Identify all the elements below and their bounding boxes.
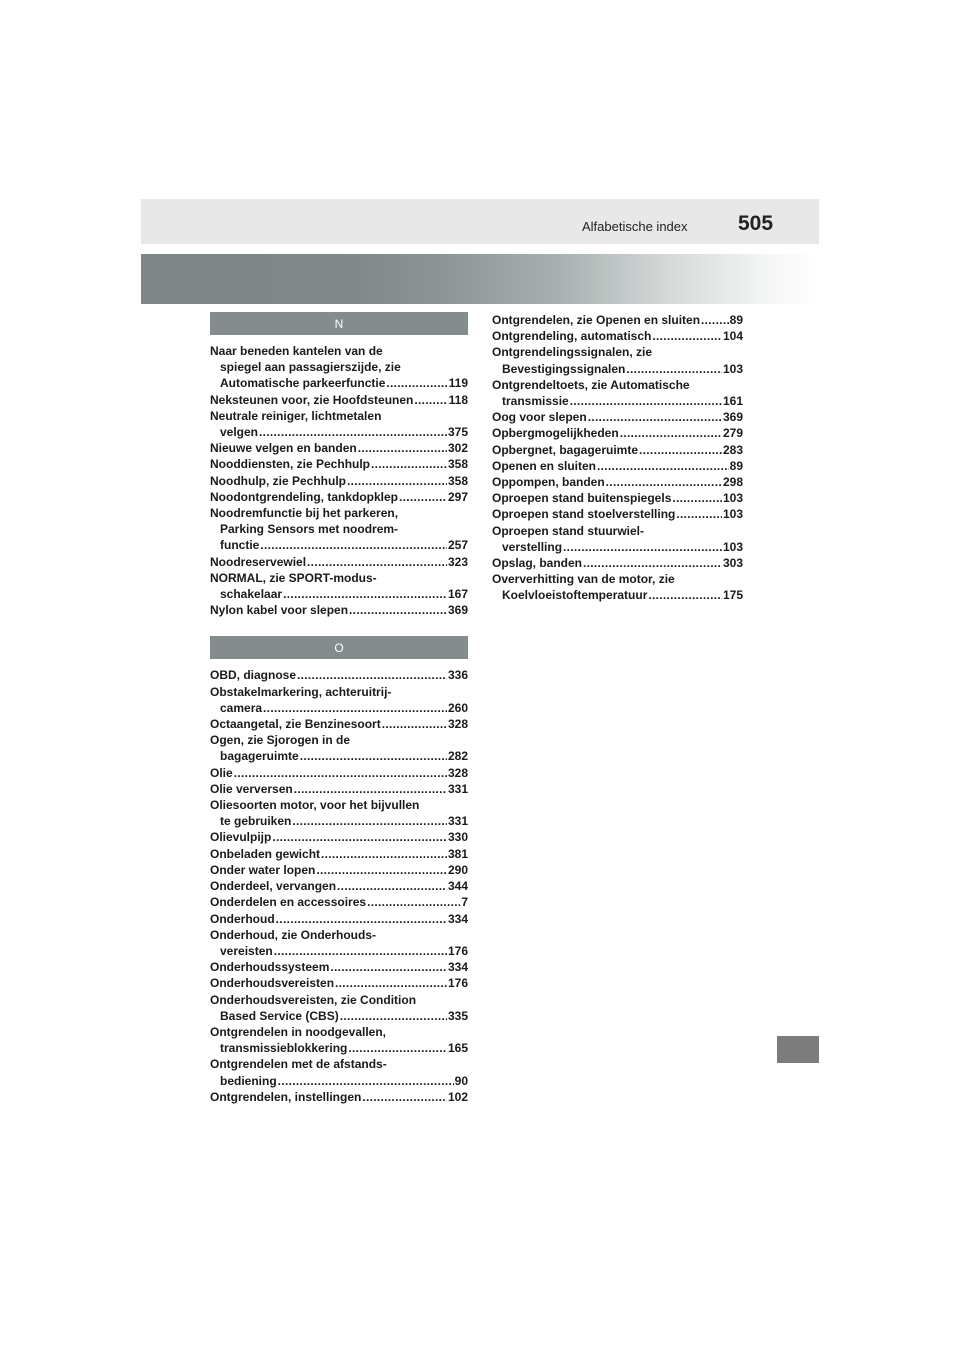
index-column-left [210,312,468,1105]
index-entry-text: bediening [220,1073,277,1088]
index-entry-line [492,442,743,458]
index-entry [492,425,743,441]
dot-leader [307,554,447,570]
dot-leader [652,328,722,344]
dot-leader [349,602,447,618]
dot-leader [274,943,447,959]
index-entry-line [492,458,743,474]
index-entry-line [210,667,468,683]
index-page-ref: 176 [447,943,468,958]
index-entry-text: Ontgrendeltoets, zie Automatische [492,377,690,392]
index-entry-line [492,555,743,571]
index-page-ref: 298 [722,475,743,490]
index-entry [210,992,468,1024]
index-page-ref: 283 [722,442,743,457]
index-page-ref: 334 [447,911,468,926]
index-page-ref: 328 [447,717,468,732]
index-page-ref: 103 [722,539,743,554]
index-page-ref: 323 [447,554,468,569]
index-entry [210,732,468,764]
index-list-o [210,667,468,1104]
index-entry [210,1089,468,1105]
dot-leader [278,1073,454,1089]
index-page-ref: 335 [447,1008,468,1023]
index-entry-text: transmissie [502,394,569,409]
index-entry-text: Nylon kabel voor slepen [210,603,349,618]
index-page-ref: 302 [447,441,468,456]
dot-leader [367,894,460,910]
index-entry-text: Automatische parkeerfunctie [220,376,386,391]
index-entry-line [210,748,468,764]
index-page-ref: 176 [447,976,468,991]
index-entry-text: Olie verversen [210,781,293,796]
index-entry-text: Neutrale reiniger, lichtmetalen [210,408,382,423]
index-entry [492,555,743,571]
dot-leader [259,424,447,440]
index-entry [492,474,743,490]
index-page-ref: 331 [447,781,468,796]
index-entry-line [210,975,468,991]
dot-leader [639,442,722,458]
dot-leader [620,425,722,441]
index-entry [210,716,468,732]
index-entry-text: Based Service (CBS) [220,1008,339,1023]
index-entry-text: Oproepen stand stoelverstelling [492,507,676,522]
index-entry-line [210,1073,468,1089]
index-entry [210,781,468,797]
page-number: 505 [738,212,774,235]
index-entry-text: Bevestigingssignalen [502,361,626,376]
index-page-ref: 90 [454,1073,468,1088]
index-entry-text: Onder water lopen [210,862,316,877]
index-entry-line [210,959,468,975]
index-entry-text: Ontgrendelen in noodgevallen, [210,1024,387,1039]
index-entry-line [210,878,468,894]
dot-leader [563,539,722,555]
letter-heading-n: N [210,312,468,335]
index-page-ref: 257 [447,538,468,553]
index-page-ref: 344 [447,879,468,894]
dot-leader [283,586,447,602]
dot-leader [399,489,447,505]
dot-leader [362,1089,447,1105]
index-entry-text: Ontgrendelingssignalen, zie [492,345,653,360]
dot-leader [263,700,447,716]
index-entry-line [210,1040,468,1056]
index-entry-line [492,361,743,377]
index-entry-line [210,586,468,602]
index-entry-text: velgen [220,425,259,440]
header-band [141,199,819,244]
index-page-ref: 290 [447,862,468,877]
letter-heading-o: O [210,636,468,659]
index-entry [210,846,468,862]
index-entry [210,975,468,991]
index-page-ref: 118 [448,392,468,407]
index-entry [492,523,743,555]
section-title: Alfabetische index [582,219,688,234]
index-entry-text: Ogen, zie Sjorogen in de [210,733,351,748]
index-list-n [210,343,468,618]
index-entry-text: Openen en sluiten [492,458,597,473]
index-entry [210,505,468,554]
dot-leader [276,911,447,927]
section-thumb-tab [777,1036,819,1063]
dot-leader [337,878,447,894]
index-entry-text: verstelling [502,539,563,554]
index-page-ref: 89 [729,458,743,473]
index-entry-text: Opslag, banden [492,556,583,571]
index-entry-line [492,490,743,506]
index-entry-text: Neksteunen voor, zie Hoofdsteunen [210,392,414,407]
index-entry-text: Noodhulp, zie Pechhulp [210,473,346,488]
index-entry-text: Onbeladen gewicht [210,846,321,861]
dot-leader [347,473,447,489]
dot-leader [414,392,447,408]
index-page-ref: 358 [447,457,468,472]
dot-leader [583,555,722,571]
index-page-ref: 103 [722,507,743,522]
index-entry [210,927,468,959]
index-entry [210,959,468,975]
index-entry-text: Ontgrendelen met de afstands- [210,1057,387,1072]
index-entry-line [210,554,468,570]
index-entry [210,829,468,845]
index-page-ref: 89 [729,313,743,327]
index-entry-text: Ontgrendelen, zie Openen en sluiten [492,313,701,327]
index-entry [210,392,468,408]
index-page-ref: 375 [447,425,468,440]
index-page-ref: 103 [722,361,743,376]
index-page-ref: 282 [447,749,468,764]
index-page-ref: 336 [447,668,468,683]
index-entry [210,911,468,927]
index-entry-line [210,392,468,408]
index-entry-text: transmissieblokkering [220,1041,348,1056]
index-entry-line [210,440,468,456]
index-entry-text: Onderhoudsvereisten, zie Condition [210,992,417,1007]
index-entry [492,344,743,376]
index-page-ref: 161 [722,394,743,409]
index-entry-line [492,393,743,409]
index-entry [210,408,468,440]
index-entry [210,440,468,456]
index-entry-text: OBD, diagnose [210,668,297,683]
index-entry-line [210,375,468,391]
index-entry-line [492,587,743,603]
dot-leader [606,474,722,490]
index-entry-text: Onderdelen en accessoires [210,895,367,910]
index-column-right [492,312,743,604]
index-entry-text: Octaangetal, zie Benzinesoort [210,717,381,732]
dot-leader [316,862,447,878]
index-page-ref: 260 [447,700,468,715]
dot-leader [588,409,722,425]
index-entry-line [210,1008,468,1024]
dot-leader [626,361,722,377]
index-entry [210,456,468,472]
index-page-ref: 279 [722,426,743,441]
index-entry-line [210,537,468,553]
dot-leader [335,975,447,991]
index-entry-line [210,1089,468,1105]
index-entry [210,797,468,829]
index-entry-line [210,911,468,927]
index-page-ref: 102 [447,1089,468,1104]
index-entry-line [210,829,468,845]
index-page-ref: 175 [722,588,743,603]
dot-leader [358,440,447,456]
index-entry [210,765,468,781]
index-page-ref: 330 [447,830,468,845]
index-entry-text: Koelvloeistoftemperatuur [502,588,648,603]
dot-leader [260,537,447,553]
index-entry-text: Naar beneden kantelen van de [210,344,383,358]
index-entry-line [210,473,468,489]
index-entry [210,878,468,894]
index-entry [492,442,743,458]
dot-leader [386,375,447,391]
index-entry-text: te gebruiken [220,814,292,829]
index-entry-text: Oog voor slepen [492,410,587,425]
index-entry-text: Oproepen stand buitenspiegels [492,491,672,506]
index-entry-text: Ontgrendeling, automatisch [492,329,652,344]
index-entry-text: Olie [210,765,233,780]
index-entry-line [492,312,743,328]
index-entry-text: Nieuwe velgen en banden [210,441,357,456]
index-entry [492,571,743,603]
index-entry [492,377,743,409]
index-page-ref: 303 [722,556,743,571]
index-page-ref: 7 [461,895,468,910]
index-entry [210,343,468,392]
index-entry-text: functie [220,538,260,553]
index-entry [210,602,468,618]
index-page-ref: 103 [722,491,743,506]
section-gap [210,618,468,636]
index-entry [492,506,743,522]
index-entry-text: Onderhoud, zie Onderhouds- [210,927,376,942]
index-entry [210,862,468,878]
index-entry-text: Opbergmogelijkheden [492,426,619,441]
index-entry-text: Onderhoudssysteem [210,960,330,975]
index-page-ref: 369 [722,410,743,425]
index-entry-text: NORMAL, zie SPORT-modus- [210,570,377,585]
index-entry [210,1056,468,1088]
dot-leader [330,959,447,975]
dot-leader [371,456,447,472]
index-entry-text: Noodontgrendeling, tankdopklep [210,489,398,504]
dot-leader [300,748,447,764]
index-page-ref: 104 [722,329,743,344]
index-entry-line [492,474,743,490]
decorative-gradient-band [141,254,819,304]
dot-leader [382,716,447,732]
dot-leader [676,506,722,522]
index-page-ref: 328 [447,765,468,780]
index-entry-text: bagageruimte [220,749,299,764]
index-page-ref: 165 [447,1041,468,1056]
index-entry-line [210,781,468,797]
index-entry-line [492,506,743,522]
dot-leader [597,458,729,474]
index-entry [210,667,468,683]
index-entry [210,554,468,570]
index-entry [492,490,743,506]
index-entry [210,570,468,602]
index-entry-text: Oppompen, banden [492,475,605,490]
index-entry-line [210,700,468,716]
index-page-ref: 167 [447,587,468,602]
dot-leader [348,1040,447,1056]
index-page-ref: 331 [447,814,468,829]
index-entry [492,458,743,474]
dot-leader [701,312,729,328]
index-entry-text: Opbergnet, bagageruimte [492,442,639,457]
dot-leader [294,781,447,797]
dot-leader [297,667,447,683]
dot-leader [672,490,722,506]
index-entry-text: vereisten [220,943,273,958]
index-entry-line [210,894,468,910]
index-entry-text: Ontgrendelen, instellingen [210,1089,362,1104]
index-list-o-continued [492,312,743,604]
index-page-ref: 369 [447,603,468,618]
index-entry-text: camera [220,700,263,715]
index-entry-line [492,409,743,425]
index-entry [210,1024,468,1056]
index-entry-line [492,328,743,344]
index-entry-text: Onderdeel, vervangen [210,879,337,894]
index-entry-text: Oververhitting van de motor, zie [492,572,675,587]
index-entry-line [210,943,468,959]
index-entry-line [210,489,468,505]
index-entry-text: Parking Sensors met noodrem- [220,522,399,537]
index-entry-line [210,813,468,829]
index-entry-text: schakelaar [220,587,283,602]
index-entry-line [210,846,468,862]
dot-leader [340,1008,447,1024]
index-page-ref: 381 [447,846,468,861]
index-page-ref: 358 [447,473,468,488]
index-entry-line [210,765,468,781]
index-entry-text: Noodreservewiel [210,554,307,569]
index-entry-line [210,456,468,472]
index-entry-line [210,602,468,618]
index-entry [210,489,468,505]
index-entry-text: Noodremfunctie bij het parkeren, [210,506,399,521]
index-entry-text: Olievulpijp [210,830,272,845]
index-entry-text: Nooddiensten, zie Pechhulp [210,457,371,472]
index-page-ref: 119 [448,376,468,391]
index-entry-line [210,716,468,732]
index-entry-text: spiegel aan passagierszijde, zie [220,360,401,375]
index-entry-line [492,539,743,555]
index-entry-text: Oproepen stand stuurwiel- [492,523,645,538]
index-entry-line [210,862,468,878]
index-page-ref: 297 [447,489,468,504]
index-entry-text: Onderhoudsvereisten [210,976,335,991]
dot-leader [321,846,447,862]
index-entry [492,409,743,425]
dot-leader [570,393,722,409]
index-entry [492,312,743,328]
dot-leader [648,587,722,603]
index-entry [210,894,468,910]
index-page-ref: 334 [447,960,468,975]
index-entry-text: Oliesoorten motor, voor het bijvullen [210,798,420,813]
dot-leader [234,765,447,781]
index-entry-text: Obstakelmarkering, achteruitrij- [210,684,392,699]
dot-leader [272,829,447,845]
dot-leader [292,813,447,829]
index-entry [210,473,468,489]
index-entry-line [210,424,468,440]
index-entry-line [492,425,743,441]
index-entry-text: Onderhoud [210,911,275,926]
index-entry [492,328,743,344]
index-entry [210,684,468,716]
